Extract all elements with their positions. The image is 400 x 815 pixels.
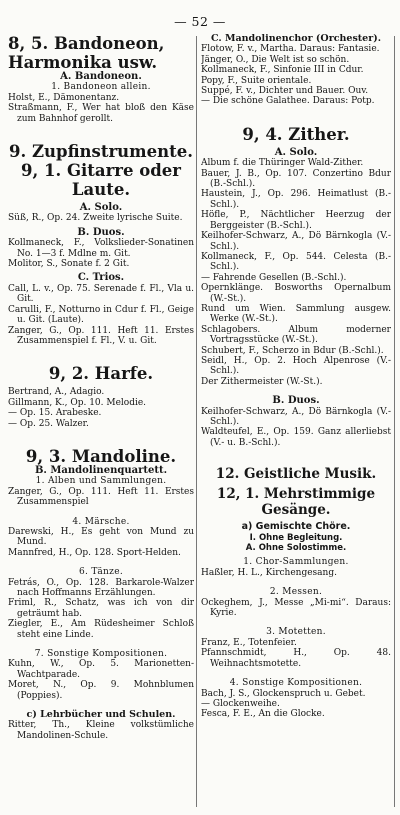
section-title: 9, 2. Harfe. <box>48 364 154 384</box>
catalog-entry: Der Zithermeister (W.-St.). <box>201 376 323 387</box>
subsection-label: A. Solo. <box>274 146 318 158</box>
catalog-entry: — Fahrende Gesellen (B.-Schl.). <box>201 272 347 283</box>
catalog-entry: Flotow, F. v., Martha. Daraus: Fantasie. <box>201 44 380 55</box>
catalog-entry: Pfannschmidt, H., Op. 48. Weihnachtsmotette. <box>201 648 391 669</box>
catalog-entry: Straßmann, F., Wer hat bloß den Käse zum Bahnhof gerollt. <box>8 103 194 124</box>
catalog-entry: Popy, F., Suite orientale. <box>201 75 312 86</box>
catalog-entry: Bertrand, A., Adagio. <box>8 387 105 398</box>
catalog-entry: Holst, E., Dämonentanz. <box>8 92 120 103</box>
catalog-entry: Seidl, H., Op. 2. Hoch Alpenrose (V.-Schl.). <box>201 355 391 377</box>
catalog-entry: Ziegler, E., Am Rüdesheimer Schloß steht eine Linde. <box>8 619 194 640</box>
catalog-entry: Kollmaneck, F., Sinfonie III in Cdur. <box>201 65 364 76</box>
column-rule-right <box>394 36 395 807</box>
catalog-entry: Rund um Wien. Sammlung ausgew. Werke (W.-St.). <box>201 303 391 325</box>
catalog-entry: Zanger, G., Op. 111. Heft 11. Erstes Zusammenspiel f. Fl., V. u. Git. <box>8 325 194 346</box>
catalog-entry: Moret, N., Op. 9. Mohnblumen (Poppies). <box>8 680 194 701</box>
catalog-entry: — Op. 25. Walzer. <box>8 418 89 429</box>
catalog-entry: Ockeghem, J., Messe „Mi-mi“. Daraus: Kyrie. <box>201 597 391 619</box>
catalog-entry: Fetrás, O., Op. 128. Barkarole-Walzer nach Hoffmanns Erzählungen. <box>8 577 194 598</box>
catalog-entry: Waldteufel, E., Op. 159. Ganz allerliebst (V.- u. B.-Schl.). <box>201 427 391 448</box>
catalog-entry: Keilhofer-Schwarz, A., Dö Bärnkogla (V.-Schl.). <box>201 406 391 427</box>
catalog-entry: Haßler, H. L., Kirchengesang. <box>201 567 337 578</box>
group-label: 1. Bandoneon allein. <box>51 82 151 93</box>
catalog-entry: Opernklänge. Bosworths Opernalbum (W.-St.). <box>201 283 391 304</box>
group-label: 6. Tänze. <box>79 567 123 578</box>
group-label: 1. Chor-Sammlungen. <box>243 557 349 568</box>
section-title: 12, 1. Mehrstimmige Gesänge. <box>216 486 376 519</box>
catalog-entry: Süß, R., Op. 24. Zweite lyrische Suite. <box>8 213 183 224</box>
catalog-entry: Album f. die Thüringer Wald-Zither. <box>201 158 364 169</box>
section-title: 9. Zupfinstrumente. <box>9 142 193 162</box>
catalog-entry: Kollmaneck, F., Op. 544. Celesta (B.-Schl.). <box>201 251 391 273</box>
subsection-label: I. Ohne Begleitung. <box>249 532 343 543</box>
catalog-entry: — Glockenweihe. <box>201 698 280 709</box>
subsection-label: B. Duos. <box>272 395 320 407</box>
catalog-entry: Keilhofer-Schwarz, A., Dö Bärnkogla (V.-Schl.). <box>201 231 391 252</box>
catalog-entry: Suppé, F. v., Dichter und Bauer. Ouv. <box>201 86 369 97</box>
catalog-entry: Molitor, S., Sonate f. 2 Git. <box>8 259 130 270</box>
subsection-label: C. Trios. <box>77 272 125 284</box>
catalog-entry: Ritter, Th., Kleine volkstümliche Mandolinen-Schule. <box>8 720 194 741</box>
catalog-entry: Friml, R., Schatz, was ich von dir geträumt hab. <box>8 598 194 619</box>
column-rule-left <box>196 36 197 807</box>
subsection-label: a) Gemischte Chöre. <box>241 521 351 533</box>
left-column <box>8 34 194 811</box>
group-label: 2. Messen. <box>269 587 323 598</box>
catalog-entry: Schlagobers. Album moderner Vortragsstücke (W.-St.). <box>201 324 391 346</box>
subsection-label: A. Solo. <box>79 202 123 214</box>
subsection-label: A. Ohne Solostimme. <box>245 543 347 554</box>
subsection-label: c) Lehrbücher und Schulen. <box>26 709 176 721</box>
catalog-entry: Kollmaneck, F., Volkslieder-Sonatinen No. 1—3 f. Mdlne m. Git. <box>8 238 194 259</box>
catalog-entry: Zanger, G., Op. 111. Heft 11. Erstes Zusammenspiel <box>8 486 194 508</box>
section-title: 9, 1. Gitarre oder Laute. <box>21 161 181 200</box>
subsection-label: A. Bandoneon. <box>60 71 142 82</box>
catalog-entry: Jänger, O., Die Welt ist so schön. <box>201 54 350 65</box>
catalog-entry: Schubert, F., Scherzo in Bdur (B.-Schl.). <box>201 345 384 356</box>
group-label: 3. Motetten. <box>266 627 326 638</box>
catalog-entry: Mannfred, H., Op. 128. Sport-Helden. <box>8 547 181 558</box>
catalog-entry: Bauer, J. B., Op. 107. Conzertino Bdur (B.-Schl.). <box>201 168 391 190</box>
right-column <box>201 34 391 811</box>
catalog-entry: Call, L. v., Op. 75. Serenade f. Fl., Vla u. Git. <box>8 283 194 305</box>
catalog-entry: Darewski, H., Es geht von Mund zu Mund. <box>8 526 194 548</box>
subsection-label: B. Mandolinenquartett. <box>34 464 168 476</box>
section-title: 12. Geistliche Musik. <box>215 466 377 483</box>
catalog-entry: Kuhn, W., Op. 5. Marionetten-Wachtparade. <box>8 659 194 680</box>
catalog-entry: Gillmann, K., Op. 10. Melodie. <box>8 397 147 408</box>
group-label: 1. Alben und Sammlungen. <box>35 476 167 487</box>
section-title: 9, 3. Mandoline. <box>25 446 177 466</box>
catalog-entry: Haustein, J., Op. 296. Heimatlust (B.-Schl.). <box>201 189 391 210</box>
section-title: 9, 4. Zither. <box>242 124 350 144</box>
catalog-entry: Carulli, F., Notturno in Cdur f. Fl., Geige u. Git. (Laute). <box>8 304 194 326</box>
catalog-entry: — Die schöne Galathee. Daraus: Potp. <box>201 96 375 107</box>
catalog-entry: Fesca, F. E., An die Glocke. <box>201 709 325 720</box>
group-label: 4. Märsche. <box>72 516 130 527</box>
catalog-entry: Franz, E., Totenfeier. <box>201 637 297 648</box>
group-label: 4. Sonstige Kompositionen. <box>229 678 363 689</box>
page-number: — 52 — <box>174 14 226 29</box>
catalog-entry: Höfle, P., Nächtlicher Heerzug der Berggeister (B.-Schl.). <box>201 210 391 231</box>
group-label: 7. Sonstige Kompositionen. <box>34 649 168 660</box>
catalog-entry: Bach, J. S., Glockenspruch u. Gebet. <box>201 688 366 699</box>
subsection-label: B. Duos. <box>77 226 125 238</box>
catalog-entry: — Op. 15. Arabeske. <box>8 408 102 419</box>
subsection-label: C. Mandolinenchor (Orchester). <box>210 34 382 44</box>
section-title: 8, 5. Bandoneon, Harmonika usw. <box>8 34 165 72</box>
